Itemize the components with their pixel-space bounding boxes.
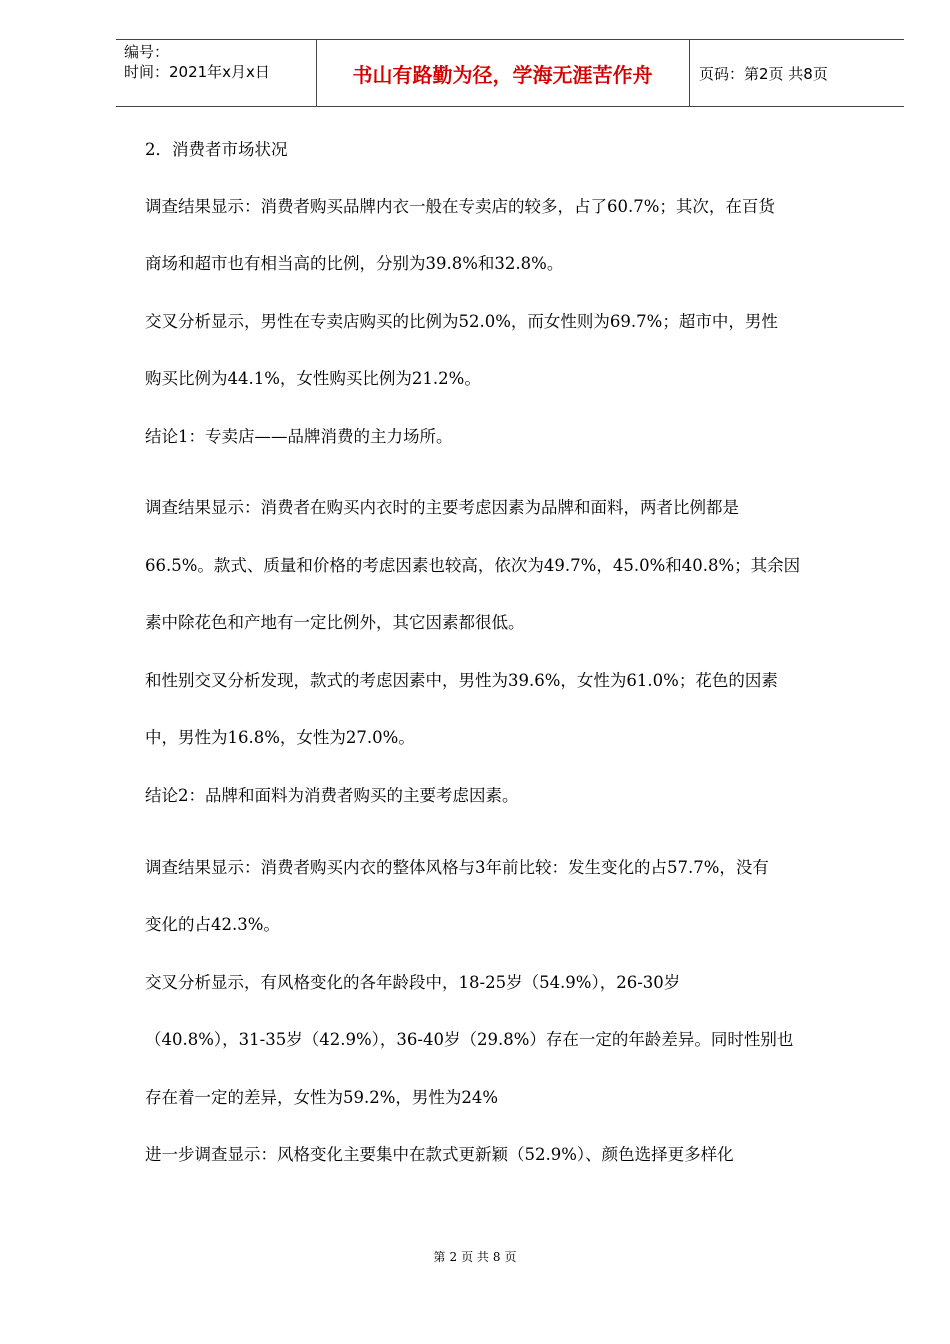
header-divider <box>689 40 690 106</box>
body-line: 调查结果显示：消费者购买内衣的整体风格与3年前比较：发生变化的占57.7%，没有 <box>145 858 769 877</box>
header-page-info: 页码：第2页 共8页 <box>699 65 828 83</box>
time-label: 时间：2021年x月x日 <box>124 63 270 81</box>
header-motto: 书山有路勤为径，学海无涯苦作舟 <box>352 63 653 87</box>
section-heading: 2．消费者市场状况 <box>145 140 288 159</box>
body-line: 素中除花色和产地有一定比例外，其它因素都很低。 <box>145 613 525 632</box>
footer-prefix: 第 <box>433 1250 446 1264</box>
body-line: 交叉分析显示，男性在专卖店购买的比例为52.0%，而女性则为69.7%；超市中，男性 <box>145 312 778 331</box>
body-line: （40.8%），31-35岁（42.9%），36-40岁（29.8%）存在一定的年龄差异。同时性别也 <box>145 1030 794 1049</box>
body-line: 进一步调查显示：风格变化主要集中在款式更新颖（52.9%）、颜色选择更多样化 <box>145 1145 734 1164</box>
body-line: 交叉分析显示，有风格变化的各年龄段中，18-25岁（54.9%），26-30岁 <box>145 973 681 992</box>
header-meta <box>124 42 270 82</box>
conclusion-line: 结论1：专卖店——品牌消费的主力场所。 <box>145 427 453 446</box>
footer-current-page: 2 <box>449 1250 458 1264</box>
body-line: 66.5%。款式、质量和价格的考虑因素也较高，依次为49.7%，45.0%和40.8%；其余因 <box>145 556 801 575</box>
footer-total-pages: 8 <box>492 1250 501 1264</box>
page-footer <box>0 1248 950 1265</box>
conclusion-line: 结论2：品牌和面料为消费者购买的主要考虑因素。 <box>145 786 519 805</box>
body-line: 调查结果显示：消费者购买品牌内衣一般在专卖店的较多，占了60.7%；其次，在百货 <box>145 197 775 216</box>
page-header <box>116 39 904 107</box>
number-label: 编号： <box>124 43 170 61</box>
body-line: 购买比例为44.1%，女性购买比例为21.2%。 <box>145 369 481 388</box>
body-line: 调查结果显示：消费者在购买内衣时的主要考虑因素为品牌和面料，两者比例都是 <box>145 498 739 517</box>
body-line: 中，男性为16.8%，女性为27.0%。 <box>145 728 415 747</box>
body-line: 变化的占42.3%。 <box>145 915 280 934</box>
body-line: 存在着一定的差异，女性为59.2%，男性为24% <box>145 1088 499 1107</box>
body-line: 和性别交叉分析发现，款式的考虑因素中，男性为39.6%，女性为61.0%；花色的因素 <box>145 671 778 690</box>
body-line: 商场和超市也有相当高的比例，分别为39.8%和32.8%。 <box>145 254 564 273</box>
footer-suffix: 页 <box>504 1250 517 1264</box>
footer-middle: 页 共 <box>461 1250 489 1264</box>
